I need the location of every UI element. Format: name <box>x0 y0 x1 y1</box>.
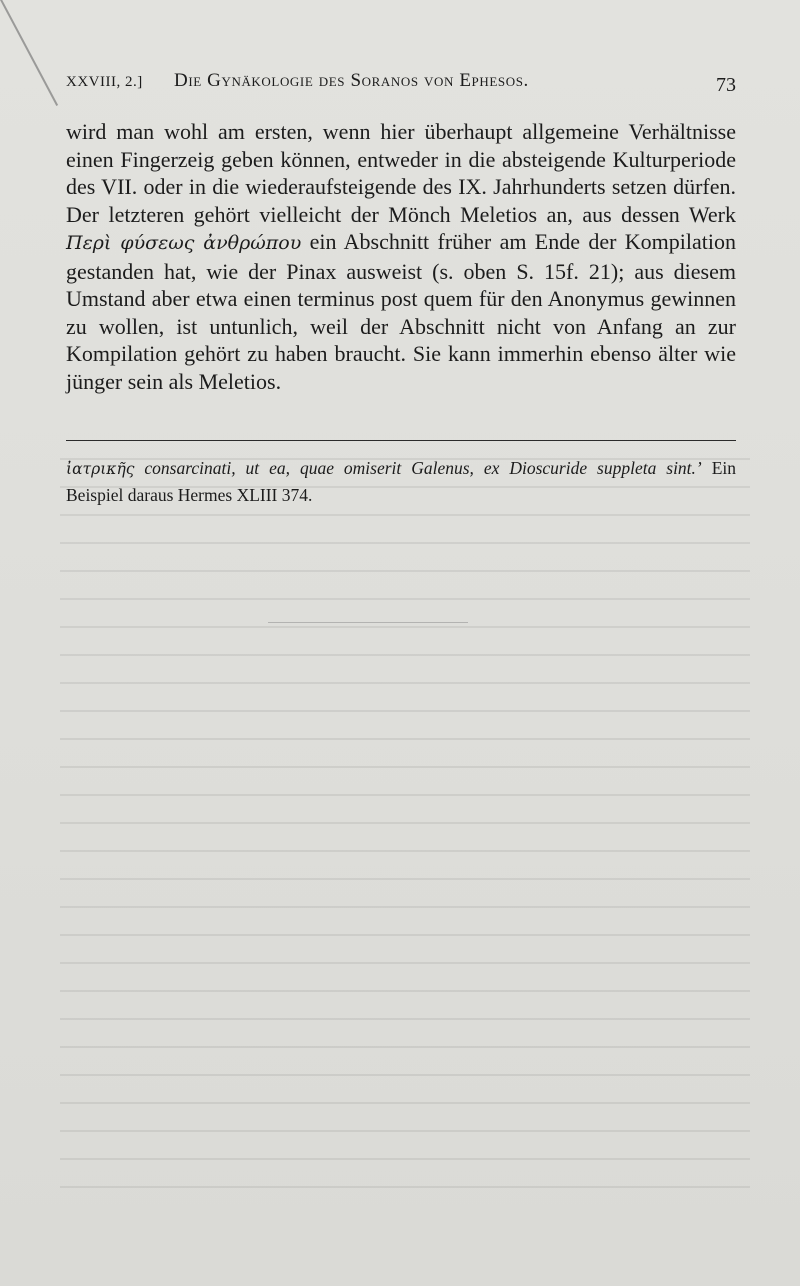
running-title: Die Gynäkologie des Soranos von Ephesos. <box>174 70 529 91</box>
bleed-through-rule <box>268 622 468 623</box>
footnote-greek-word: ἰατρικῆς <box>66 460 135 478</box>
paragraph-text-part1: wird man wohl am ersten, wenn hier überhaupt allgemeine Verhältnisse einen Fingerzeig geben können, entweder in die absteigende Kulturperiode des VII. oder in die wiederaufsteigende des IX. Jahrhunderts setzen dürfen. Der letzteren gehört vielleicht der Mönch Meletios an, aus dessen Werk <box>66 119 736 227</box>
footnote-rule <box>66 440 736 441</box>
section-reference: XXVIII, 2.] <box>66 74 143 90</box>
greek-work-title: Περὶ φύσεως ἀνθρώπου <box>66 232 302 254</box>
page-header <box>66 68 736 98</box>
bleed-through-text <box>60 440 750 1200</box>
footnote-latin-quote: consarcinati, ut ea, quae omiserit Galenus, ex Dioscuride suppleta sint.’ <box>144 458 702 478</box>
footnote-reference: Ein Beispiel daraus Hermes XLIII 374. <box>66 458 737 505</box>
paragraph-text-part2: ein Abschnitt früher am Ende der Kompilation gestanden hat, wie der Pinax ausweist (s. oben S. 15f. 21); aus diesem Umstand aber etwa einen terminus post quem für den Anonymus gewinnen zu wollen, ist untunlich, weil der Abschnitt nicht von Anfang an zur Kompilation gehört zu haben braucht. Sie kann immerhin ebenso älter wie jünger sein als Meletios. <box>66 229 737 394</box>
paragraph <box>66 118 736 395</box>
footnote <box>66 455 736 508</box>
fold-line <box>0 0 58 106</box>
main-paragraph <box>66 118 736 395</box>
page-number: 73 <box>716 74 736 96</box>
